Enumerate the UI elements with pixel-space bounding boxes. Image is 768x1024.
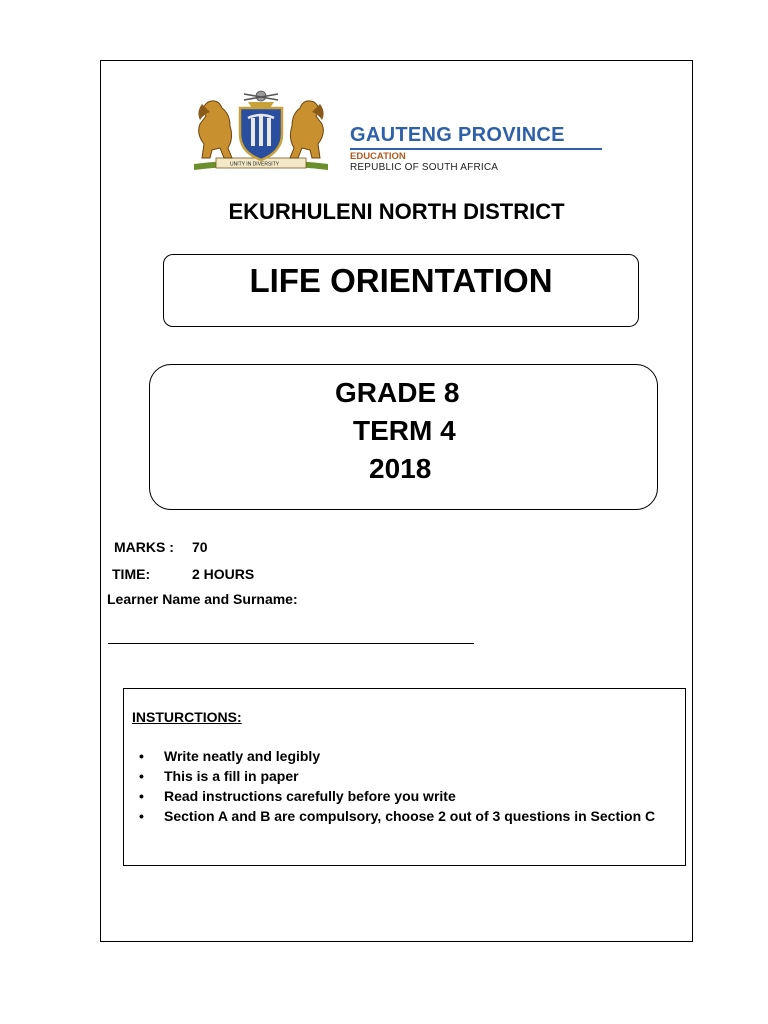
marks-value: 70: [192, 539, 208, 555]
marks-label: MARKS :: [114, 539, 174, 555]
subject-title: LIFE ORIENTATION: [249, 262, 553, 299]
list-item: [137, 766, 677, 786]
list-item: [137, 806, 677, 826]
term-label: TERM 4: [353, 415, 456, 446]
list-item: [137, 786, 677, 806]
instruction-text: This is a fill in paper: [164, 768, 299, 784]
coat-of-arms-icon: [186, 86, 336, 182]
bullet-icon: •: [139, 748, 144, 764]
bullet-icon: •: [139, 768, 144, 784]
motto-left: UNITY IN DIVERSITY: [230, 161, 280, 168]
year-label: 2018: [369, 453, 432, 484]
province-rule: [350, 148, 602, 150]
instructions-title: INSTURCTIONS:: [132, 709, 242, 725]
time-value: 2 HOURS: [192, 566, 255, 582]
instruction-text: Write neatly and legibly: [164, 748, 321, 764]
learner-name-label: Learner Name and Surname:: [107, 591, 298, 607]
time-label: TIME:: [112, 566, 151, 582]
instruction-text: Read instructions carefully before you write: [164, 788, 456, 804]
grade-label: GRADE 8: [335, 377, 460, 408]
department-name: EDUCATION: [350, 151, 406, 162]
bullet-icon: •: [139, 808, 144, 824]
country-name: REPUBLIC OF SOUTH AFRICA: [350, 162, 499, 173]
district-title: EKURHULENI NORTH DISTRICT: [228, 199, 565, 224]
instructions-list: [137, 746, 677, 826]
gauteng-logo: [186, 86, 606, 182]
list-item: [137, 746, 677, 766]
learner-name-line: [108, 643, 474, 644]
province-name: GAUTENG PROVINCE: [350, 124, 565, 146]
instruction-text: Section A and B are compulsory, choose 2 out of 3 questions in Section C: [164, 808, 656, 824]
bullet-icon: •: [139, 788, 144, 804]
